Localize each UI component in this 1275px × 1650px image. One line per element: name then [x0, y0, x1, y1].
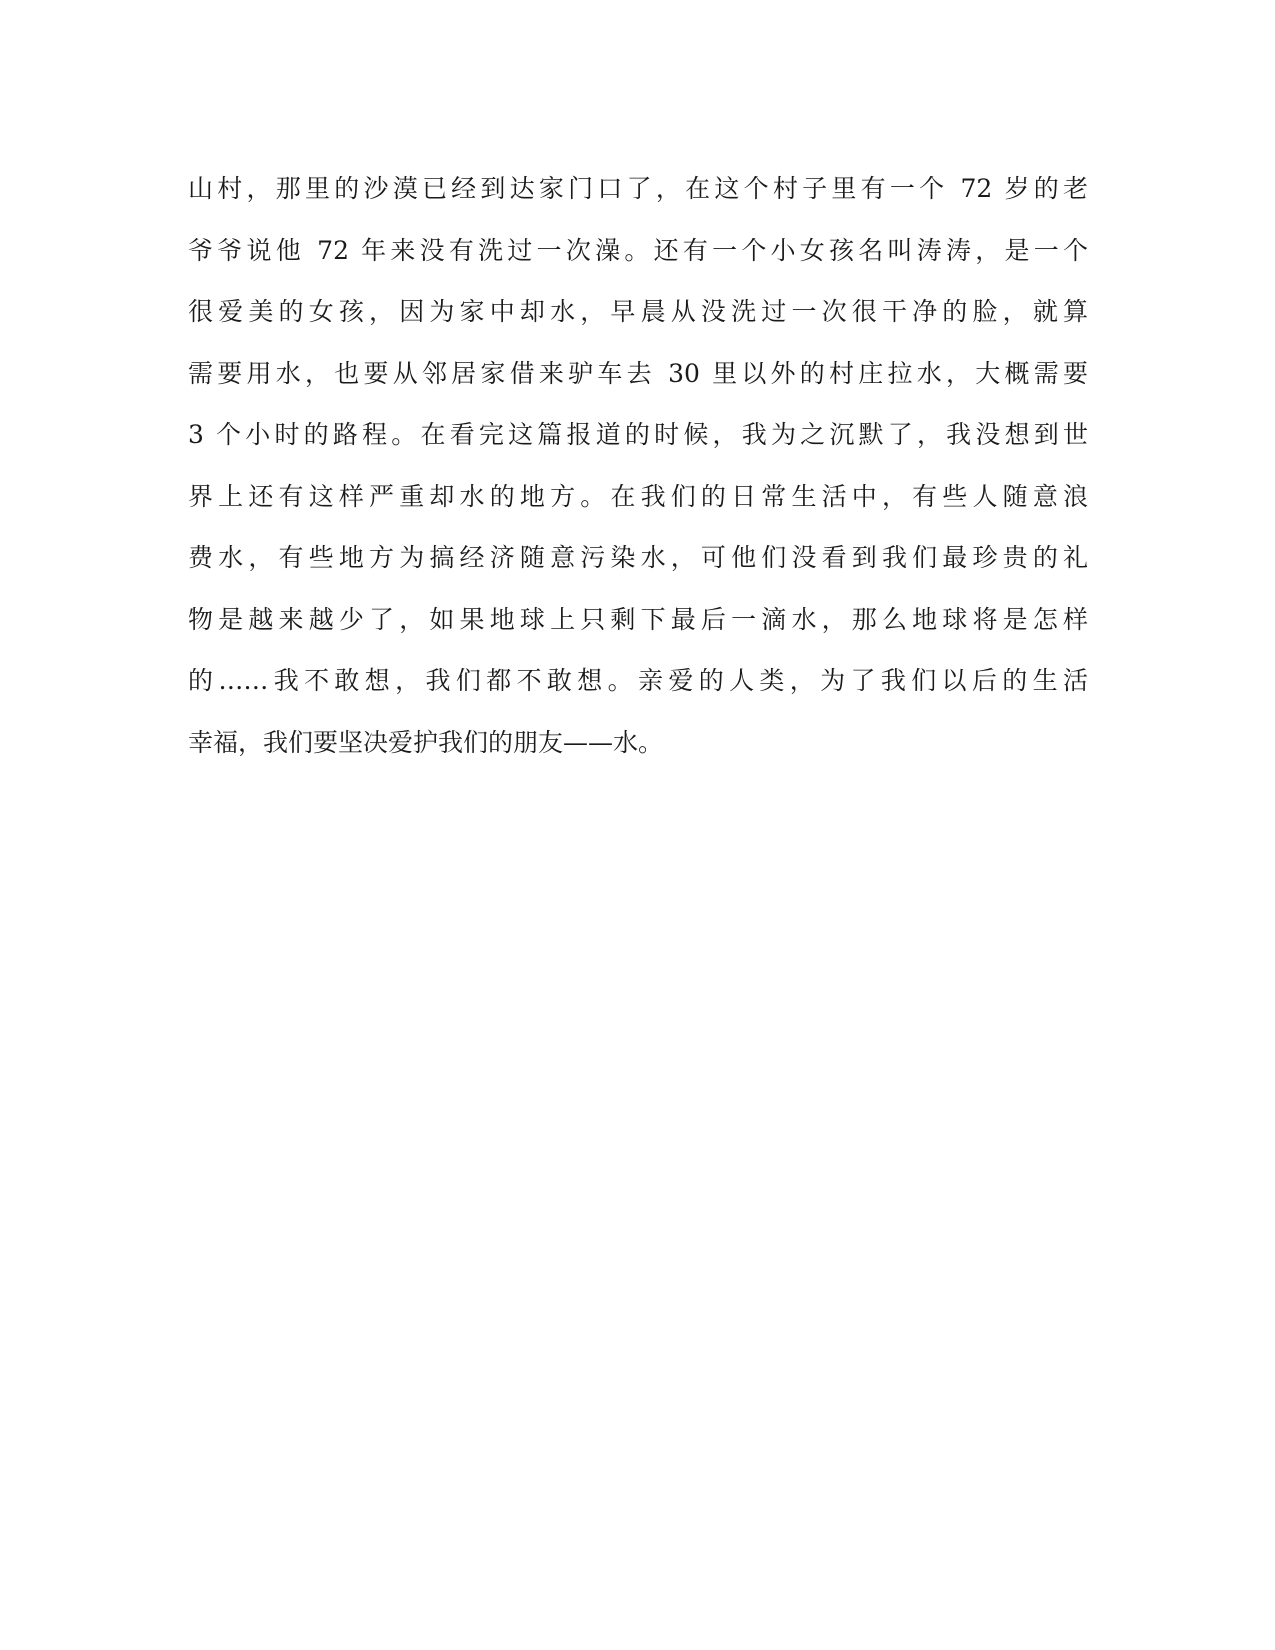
text-line: 爷爷说他 72 年来没有洗过一次澡。还有一个小女孩名叫涛涛，是一个	[188, 235, 1088, 265]
body-paragraph	[188, 158, 1088, 773]
text-line: 3 个小时的路程。在看完这篇报道的时候，我为之沉默了，我没想到世	[188, 420, 1088, 449]
text-line: 山村，那里的沙漠已经到达家门口了，在这个村子里有一个 72 岁的老	[188, 174, 1088, 203]
text-line: 物是越来越少了，如果地球上只剩下最后一滴水，那么地球将是怎样	[188, 604, 1088, 634]
text-line-last: 幸福，我们要坚决爱护我们的朋友——水。	[188, 727, 664, 757]
text-line: 费水，有些地方为搞经济随意污染水，可他们没看到我们最珍贵的礼	[188, 543, 1088, 572]
text-line: 很爱美的女孩，因为家中却水，早晨从没洗过一次很干净的脸，就算	[188, 297, 1088, 326]
text-line: 需要用水，也要从邻居家借来驴车去 30 里以外的村庄拉水，大概需要	[188, 358, 1088, 388]
text-line: 界上还有这样严重却水的地方。在我们的日常生活中，有些人随意浪	[188, 481, 1088, 511]
text-line: 的……我不敢想，我们都不敢想。亲爱的人类，为了我们以后的生活	[188, 666, 1088, 695]
